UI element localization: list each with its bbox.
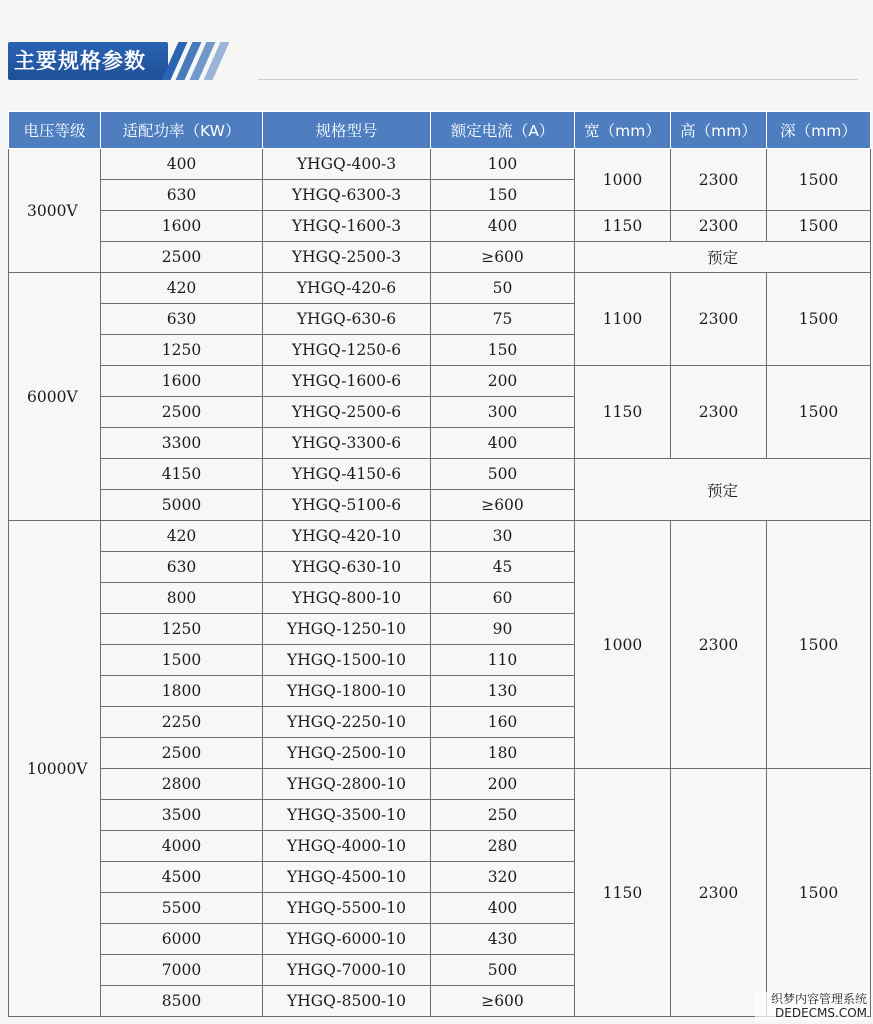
voltage-cell: 6000V <box>9 273 101 521</box>
model-cell: YHGQ-400-3 <box>263 149 431 180</box>
current-cell: 150 <box>431 180 575 211</box>
power-cell: 1600 <box>101 211 263 242</box>
table-row <box>9 273 871 304</box>
current-cell: 75 <box>431 304 575 335</box>
current-cell: 45 <box>431 552 575 583</box>
width-cell: 1000 <box>575 521 671 769</box>
power-cell: 1250 <box>101 335 263 366</box>
watermark-line-2: DEDECMS.COM <box>775 1006 867 1020</box>
model-cell: YHGQ-4500-10 <box>263 862 431 893</box>
model-cell: YHGQ-6300-3 <box>263 180 431 211</box>
current-cell: 60 <box>431 583 575 614</box>
current-cell: 50 <box>431 273 575 304</box>
depth-cell: 1500 <box>767 769 871 1017</box>
power-cell: 5500 <box>101 893 263 924</box>
power-cell: 400 <box>101 149 263 180</box>
current-cell: ≥600 <box>431 242 575 273</box>
power-cell: 420 <box>101 273 263 304</box>
power-cell: 1600 <box>101 366 263 397</box>
model-cell: YHGQ-6000-10 <box>263 924 431 955</box>
table-row <box>9 366 871 397</box>
model-cell: YHGQ-3300-6 <box>263 428 431 459</box>
model-cell: YHGQ-420-10 <box>263 521 431 552</box>
power-cell: 2800 <box>101 769 263 800</box>
model-cell: YHGQ-1600-6 <box>263 366 431 397</box>
current-cell: 300 <box>431 397 575 428</box>
col-header-current: 额定电流（A） <box>431 112 575 149</box>
power-cell: 3500 <box>101 800 263 831</box>
power-cell: 4000 <box>101 831 263 862</box>
power-cell: 3300 <box>101 428 263 459</box>
watermark <box>755 992 867 1020</box>
table-row <box>9 769 871 800</box>
depth-cell: 1500 <box>767 273 871 366</box>
col-header-depth: 深（mm） <box>767 112 871 149</box>
power-cell: 2500 <box>101 397 263 428</box>
current-cell: 430 <box>431 924 575 955</box>
power-cell: 2500 <box>101 242 263 273</box>
width-cell: 1150 <box>575 366 671 459</box>
voltage-cell: 3000V <box>9 149 101 273</box>
model-cell: YHGQ-800-10 <box>263 583 431 614</box>
model-cell: YHGQ-630-6 <box>263 304 431 335</box>
current-cell: 320 <box>431 862 575 893</box>
power-cell: 1500 <box>101 645 263 676</box>
current-cell: 280 <box>431 831 575 862</box>
height-cell: 2300 <box>671 211 767 242</box>
model-cell: YHGQ-5100-6 <box>263 490 431 521</box>
power-cell: 4150 <box>101 459 263 490</box>
current-cell: ≥600 <box>431 490 575 521</box>
table-row <box>9 149 871 180</box>
col-header-voltage: 电压等级 <box>9 112 101 149</box>
section-title: 主要规格参数 <box>14 49 146 73</box>
model-cell: YHGQ-7000-10 <box>263 955 431 986</box>
title-decoration-stripes <box>166 42 236 80</box>
col-header-model: 规格型号 <box>263 112 431 149</box>
col-header-power: 适配功率（KW） <box>101 112 263 149</box>
current-cell: 500 <box>431 955 575 986</box>
power-cell: 6000 <box>101 924 263 955</box>
model-cell: YHGQ-420-6 <box>263 273 431 304</box>
current-cell: 150 <box>431 335 575 366</box>
power-cell: 800 <box>101 583 263 614</box>
model-cell: YHGQ-1250-10 <box>263 614 431 645</box>
power-cell: 420 <box>101 521 263 552</box>
current-cell: 400 <box>431 211 575 242</box>
model-cell: YHGQ-1250-6 <box>263 335 431 366</box>
current-cell: 100 <box>431 149 575 180</box>
model-cell: YHGQ-3500-10 <box>263 800 431 831</box>
current-cell: 400 <box>431 428 575 459</box>
width-cell: 1150 <box>575 211 671 242</box>
model-cell: YHGQ-2500-3 <box>263 242 431 273</box>
model-cell: YHGQ-2250-10 <box>263 707 431 738</box>
height-cell: 2300 <box>671 366 767 459</box>
current-cell: 130 <box>431 676 575 707</box>
power-cell: 1800 <box>101 676 263 707</box>
model-cell: YHGQ-2500-10 <box>263 738 431 769</box>
model-cell: YHGQ-8500-10 <box>263 986 431 1017</box>
model-cell: YHGQ-630-10 <box>263 552 431 583</box>
current-cell: 30 <box>431 521 575 552</box>
model-cell: YHGQ-2800-10 <box>263 769 431 800</box>
power-cell: 7000 <box>101 955 263 986</box>
depth-cell: 1500 <box>767 149 871 211</box>
table-header-row <box>9 112 871 149</box>
power-cell: 4500 <box>101 862 263 893</box>
model-cell: YHGQ-1800-10 <box>263 676 431 707</box>
watermark-line-1: 织梦内容管理系统 <box>770 992 867 1006</box>
width-cell: 1150 <box>575 769 671 1017</box>
power-cell: 1250 <box>101 614 263 645</box>
height-cell: 2300 <box>671 521 767 769</box>
current-cell: 200 <box>431 366 575 397</box>
current-cell: 110 <box>431 645 575 676</box>
width-cell: 1000 <box>575 149 671 211</box>
table-row <box>9 459 871 490</box>
tbd-cell: 预定 <box>575 459 871 521</box>
power-cell: 2500 <box>101 738 263 769</box>
current-cell: 180 <box>431 738 575 769</box>
tbd-cell: 预定 <box>575 242 871 273</box>
current-cell: 500 <box>431 459 575 490</box>
model-cell: YHGQ-2500-6 <box>263 397 431 428</box>
height-cell: 2300 <box>671 769 767 1017</box>
power-cell: 8500 <box>101 986 263 1017</box>
model-cell: YHGQ-5500-10 <box>263 893 431 924</box>
current-cell: 160 <box>431 707 575 738</box>
current-cell: ≥600 <box>431 986 575 1017</box>
power-cell: 630 <box>101 304 263 335</box>
current-cell: 90 <box>431 614 575 645</box>
model-cell: YHGQ-4150-6 <box>263 459 431 490</box>
power-cell: 5000 <box>101 490 263 521</box>
model-cell: YHGQ-1500-10 <box>263 645 431 676</box>
model-cell: YHGQ-4000-10 <box>263 831 431 862</box>
model-cell: YHGQ-1600-3 <box>263 211 431 242</box>
height-cell: 2300 <box>671 149 767 211</box>
height-cell: 2300 <box>671 273 767 366</box>
col-header-height: 高（mm） <box>671 112 767 149</box>
width-cell: 1100 <box>575 273 671 366</box>
table-row <box>9 211 871 242</box>
table-row <box>9 521 871 552</box>
spec-table <box>8 111 871 1017</box>
power-cell: 2250 <box>101 707 263 738</box>
current-cell: 200 <box>431 769 575 800</box>
power-cell: 630 <box>101 552 263 583</box>
table-row <box>9 242 871 273</box>
col-header-width: 宽（mm） <box>575 112 671 149</box>
depth-cell: 1500 <box>767 211 871 242</box>
depth-cell: 1500 <box>767 521 871 769</box>
voltage-cell: 10000V <box>9 521 101 1017</box>
power-cell: 630 <box>101 180 263 211</box>
current-cell: 400 <box>431 893 575 924</box>
title-divider <box>258 79 858 80</box>
current-cell: 250 <box>431 800 575 831</box>
depth-cell: 1500 <box>767 366 871 459</box>
